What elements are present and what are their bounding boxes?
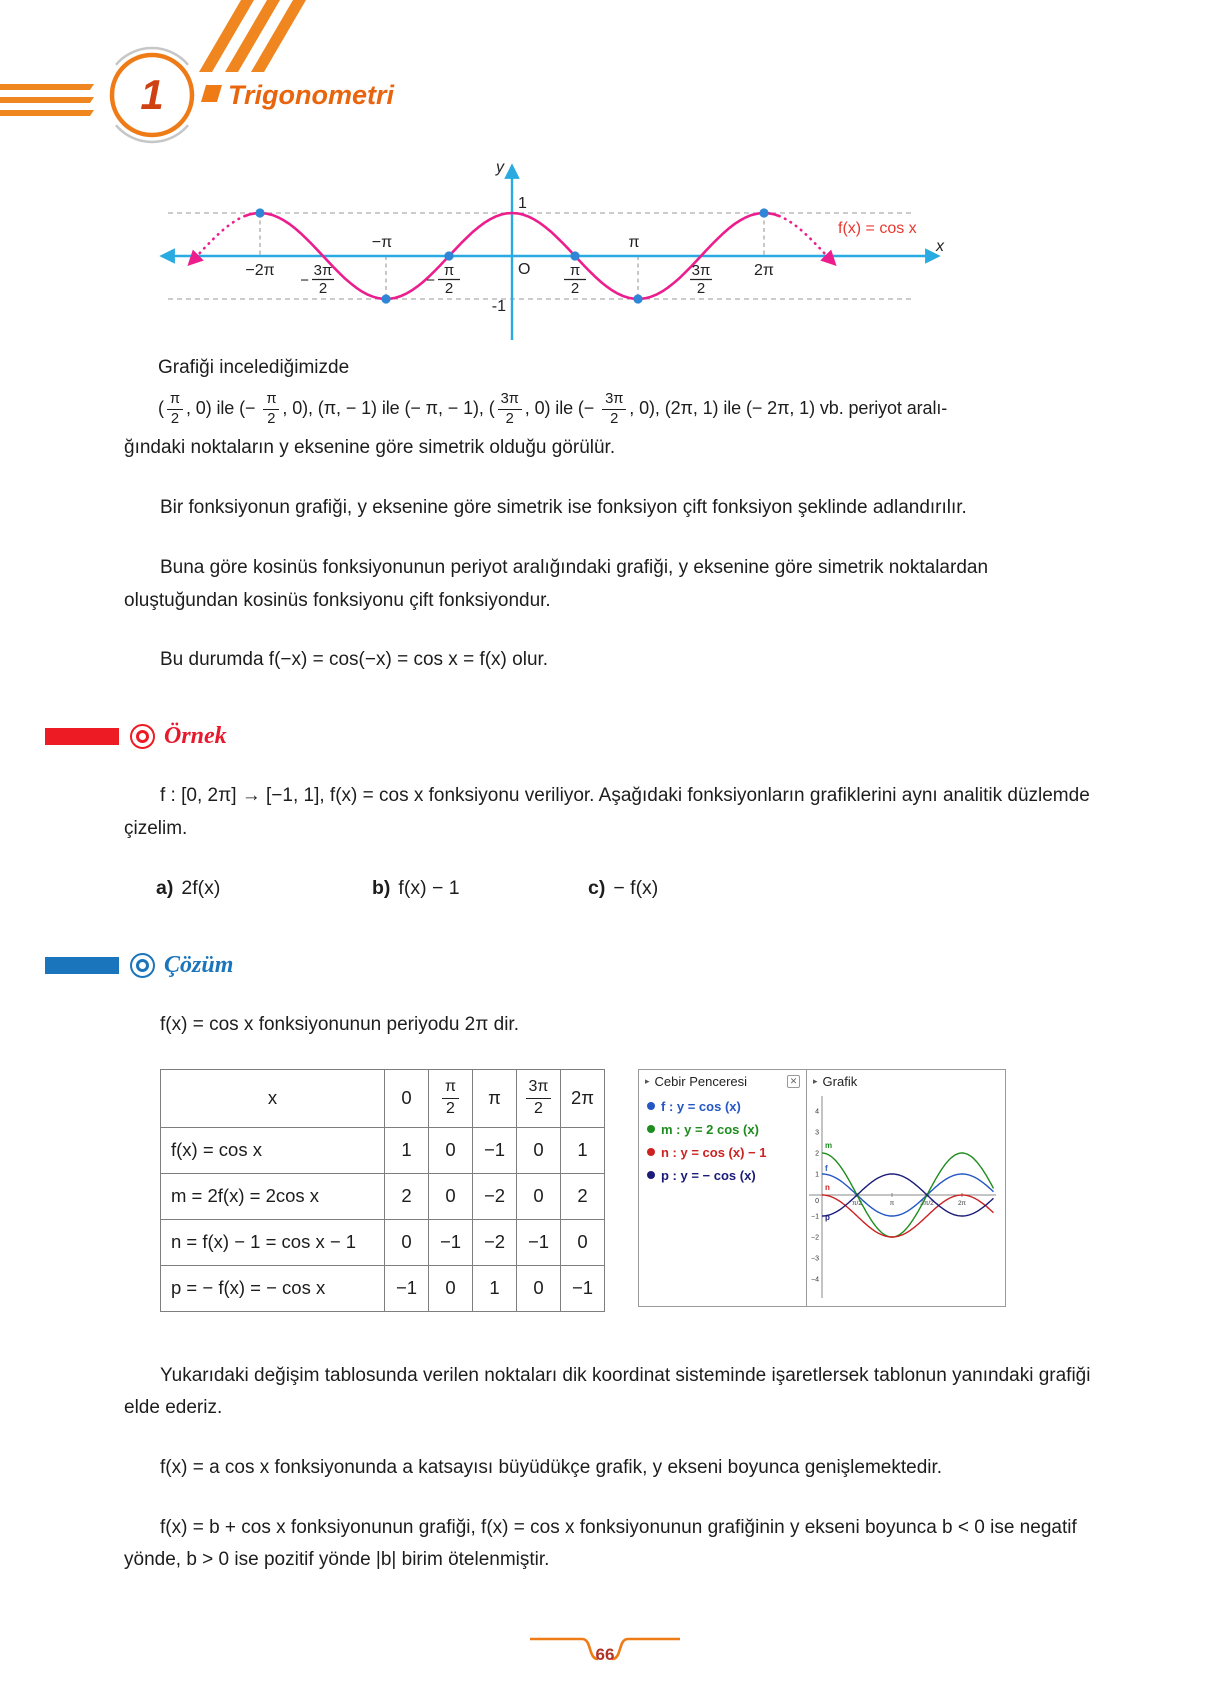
fraction: $\frac{3\pi}{2}$	[602, 391, 626, 428]
x-tick-minus-2pi: −2π	[245, 262, 275, 279]
table-cell: 1	[473, 1265, 517, 1311]
x-tick-minus-3pi-over-2	[300, 262, 334, 297]
y-min-label: -1	[491, 298, 506, 315]
table-cell: −1	[517, 1219, 561, 1265]
table-cell: 0	[517, 1173, 561, 1219]
origin-label: O	[518, 261, 531, 278]
header-decoration	[0, 0, 1210, 150]
curve-point	[759, 208, 768, 217]
mini-graph	[807, 1091, 999, 1303]
tick-sign: −	[300, 272, 309, 289]
part-a-expr: 2f(x)	[181, 877, 221, 900]
cosine-figure-section	[150, 154, 1210, 344]
example-problem: f : [0, 2π] → [−1, 1], f(x) = cos x fonksiyonu veriliyor. Aşağıdaki fonksiyonların grafiklerini aynı analitik düzlemde çizelim.	[124, 784, 1090, 839]
mini-y-tick: 1	[815, 1170, 819, 1178]
table-header-cell: 2π	[561, 1069, 605, 1127]
graph-labels	[245, 159, 945, 315]
cosine-even-paragraph: Buna göre kosinüs fonksiyonunun periyot aralığındaki grafiği, y eksenine göre simetrik noktalardan oluştuğundan kosinüs fonksiyonu çift fonksiyondur.	[124, 556, 989, 611]
table-row	[161, 1173, 605, 1219]
algebra-item-text: m : y = 2 cos (x)	[661, 1121, 759, 1137]
item-bullet-icon	[647, 1171, 655, 1179]
mini-y-tick: −4	[811, 1275, 819, 1283]
mini-x-tick: 2π	[957, 1199, 967, 1207]
mini-x-tick: 3π/2	[920, 1199, 934, 1207]
algebra-item-text: p : y = − cos (x)	[661, 1167, 756, 1183]
table-cell: −1	[385, 1265, 429, 1311]
part-a	[156, 872, 372, 906]
table-cell: 0	[517, 1127, 561, 1173]
target-icon	[130, 953, 155, 978]
tick-numerator: π	[443, 262, 455, 279]
table-cell: 1	[561, 1127, 605, 1173]
part-c-expr: − f(x)	[613, 877, 659, 900]
y-axis-label: y	[496, 159, 504, 176]
x-tick-2pi: 2π	[754, 262, 774, 279]
table-header-cell: x	[161, 1069, 385, 1127]
algebra-item[interactable]	[647, 1145, 802, 1160]
tick-denominator: 2	[318, 280, 328, 297]
solution-label: Çözüm	[164, 951, 234, 978]
row-label: f(x) = cos x	[161, 1127, 385, 1173]
y-max-label: 1	[518, 195, 527, 212]
target-icon	[130, 724, 155, 749]
even-function-definition: Bir fonksiyonun grafiği, y eksenine göre simetrik ise fonksiyon çift fonksiyon şeklinde adlandırılır.	[160, 497, 967, 519]
intro-line: Grafiği incelediğimizde	[158, 357, 350, 378]
table-cell: −2	[473, 1219, 517, 1265]
part-b-key: b)	[372, 877, 391, 900]
algebra-window-title: Cebir Penceresi	[654, 1073, 748, 1089]
mini-curve-label: m	[825, 1140, 833, 1150]
solution-row	[160, 1069, 1006, 1312]
example-label: Örnek	[164, 722, 227, 749]
result-formula: Bu durumda f(−x) = cos(−x) = cos x = f(x) olur.	[160, 649, 549, 671]
x-tick-pi: π	[628, 234, 640, 251]
chapter-header	[0, 0, 1210, 150]
tick-denominator: 2	[570, 280, 580, 297]
tick-denominator: 2	[444, 280, 454, 297]
table-cell: 0	[561, 1219, 605, 1265]
chapter-title: Trigonometri	[228, 80, 395, 110]
table-cell: 0	[429, 1173, 473, 1219]
table-cell: 1	[385, 1127, 429, 1173]
tick-numerator: 3π	[313, 262, 333, 279]
part-c-key: c)	[588, 877, 606, 900]
fraction: $\frac{\pi}{2}$	[442, 1078, 459, 1118]
chapter-number: 1	[140, 71, 164, 118]
closing-paragraph-3: f(x) = b + cos x fonksiyonunun grafiği, f(x) = cos x fonksiyonunun grafiğinin y ekseni boyunca b < 0 ise negatif yönde, b > 0 ise pozitif yönde |b| birim ötelenmiştir.	[124, 1516, 1077, 1571]
algebra-item[interactable]	[647, 1122, 802, 1137]
tick-numerator: 3π	[691, 262, 711, 279]
algebra-window	[639, 1070, 807, 1306]
example-bar	[45, 728, 119, 745]
mini-y-tick: −2	[811, 1233, 819, 1241]
solution-intro-section	[124, 1009, 1106, 1042]
row-label: m = 2f(x) = 2cos x	[161, 1173, 385, 1219]
analysis-text	[124, 352, 1106, 677]
table-header-cell	[517, 1069, 561, 1127]
symmetric-points-continuation: ğındaki noktaların y eksenine göre simetrik olduğu görülür.	[124, 436, 616, 458]
table-cell: −1	[473, 1127, 517, 1173]
part-a-key: a)	[156, 877, 174, 900]
geogebra-panel	[638, 1069, 1006, 1307]
diagonal-stripes-icon	[199, 0, 306, 72]
x-tick-minus-pi-over-2	[426, 262, 460, 297]
mini-y-tick: −3	[811, 1254, 819, 1262]
value-table	[160, 1069, 605, 1312]
fraction: $\frac{\pi}{2}$	[167, 391, 183, 428]
curve-point	[633, 294, 642, 303]
table-cell: −1	[429, 1219, 473, 1265]
cosine-graph-figure	[150, 154, 950, 344]
disclosure-triangle-icon[interactable]: ▸	[813, 1075, 818, 1086]
curve-label: f(x) = cos x	[838, 220, 917, 237]
symmetric-points-line: ( $\frac{\pi}{2}$ , 0) ile (− $\frac{\pi}{2}$ , 0), (π, − 1) ile (− π, − 1), ( $\frac{3\pi}{2}$ , 0) ile (− $\frac{3\pi}{2}$ , 0), (2π, 1) ile (− 2π, 1) vb. periyot aralı-	[158, 390, 948, 427]
table-cell: 2	[561, 1173, 605, 1219]
disclosure-triangle-icon[interactable]: ▸	[645, 1075, 650, 1086]
closing-paragraph-1: Yukarıdaki değişim tablosunda verilen noktaları dik koordinat sisteminde işaretlersek tablonun yanındaki grafiği elde ederiz.	[124, 1364, 1091, 1419]
mini-x-tick: π/2	[852, 1199, 862, 1207]
algebra-items	[639, 1091, 806, 1183]
item-bullet-icon	[647, 1148, 655, 1156]
table-row	[161, 1265, 605, 1311]
table-row	[161, 1127, 605, 1173]
table-cell: 0	[429, 1265, 473, 1311]
curve-point	[570, 251, 579, 260]
curve-point	[381, 294, 390, 303]
algebra-item[interactable]	[647, 1099, 802, 1114]
tick-sign: −	[426, 272, 435, 289]
close-icon[interactable]: ✕	[787, 1075, 800, 1088]
tick-denominator: 2	[696, 280, 706, 297]
solution-bar	[45, 957, 119, 974]
solution-intro: f(x) = cos x fonksiyonunun periyodu 2π dir.	[160, 1013, 519, 1035]
curve-point	[255, 208, 264, 217]
table-cell: 0	[429, 1127, 473, 1173]
mini-y-tick: 4	[815, 1107, 819, 1115]
title-tab-icon	[201, 85, 222, 102]
tick-numerator: π	[569, 262, 581, 279]
mini-curve-label: f	[825, 1163, 828, 1173]
row-label: p = − f(x) = − cos x	[161, 1265, 385, 1311]
algebra-window-header	[639, 1070, 806, 1091]
table-cell: −2	[473, 1173, 517, 1219]
page-footer	[0, 1633, 1210, 1667]
mini-y-tick: −1	[811, 1212, 819, 1220]
axes	[164, 168, 936, 340]
table-header-cell: 0	[385, 1069, 429, 1127]
solution-header	[45, 952, 1210, 979]
table-header-row	[161, 1069, 605, 1127]
mini-y-tick: 2	[815, 1149, 819, 1157]
x-tick-pi-over-2	[564, 262, 586, 297]
graph-window-header	[807, 1070, 1005, 1091]
table-cell: 0	[517, 1265, 561, 1311]
page-number-ornament	[530, 1633, 680, 1667]
left-stripes-icon	[0, 84, 94, 116]
x-tick-3pi-over-2	[690, 262, 712, 297]
table-header-cell	[429, 1069, 473, 1127]
algebra-item[interactable]	[647, 1168, 802, 1183]
closing-text	[124, 1360, 1106, 1577]
mini-curve-label: p	[825, 1212, 830, 1222]
graph-window-title: Grafik	[822, 1073, 858, 1089]
table-cell: 0	[385, 1219, 429, 1265]
x-tick-minus-pi: −π	[371, 234, 393, 251]
mini-origin-label: 0	[815, 1197, 819, 1205]
mini-y-tick: 3	[815, 1128, 819, 1136]
x-axis-label: x	[936, 238, 944, 255]
part-c	[588, 872, 804, 906]
table-cell: −1	[561, 1265, 605, 1311]
graph-window	[807, 1070, 1005, 1306]
table-row	[161, 1219, 605, 1265]
fraction: $\frac{3\pi}{2}$	[498, 391, 522, 428]
table-header-cell: π	[473, 1069, 517, 1127]
page-number: 66	[595, 1644, 615, 1664]
example-body	[124, 780, 1106, 906]
mini-x-tick: π	[889, 1199, 895, 1207]
ornament-left	[530, 1639, 598, 1659]
part-b-expr: f(x) − 1	[398, 877, 460, 900]
item-bullet-icon	[647, 1125, 655, 1133]
fraction: $\frac{3\pi}{2}$	[526, 1078, 552, 1118]
mini-curve-label: n	[825, 1182, 830, 1192]
part-b	[372, 872, 588, 906]
curve-point	[444, 251, 453, 260]
item-bullet-icon	[647, 1102, 655, 1110]
ornament-right	[612, 1639, 680, 1659]
table-cell: 2	[385, 1173, 429, 1219]
closing-paragraph-2: f(x) = a cos x fonksiyonunda a katsayısı büyüdükçe grafik, y ekseni boyunca genişlemektedir.	[160, 1456, 943, 1478]
fraction: $\frac{\pi}{2}$	[263, 391, 279, 428]
algebra-item-text: f : y = cos (x)	[661, 1098, 741, 1114]
row-label: n = f(x) − 1 = cos x − 1	[161, 1219, 385, 1265]
example-parts	[156, 872, 1106, 906]
algebra-item-text: n : y = cos (x) − 1	[661, 1144, 767, 1160]
example-header	[45, 723, 1210, 750]
